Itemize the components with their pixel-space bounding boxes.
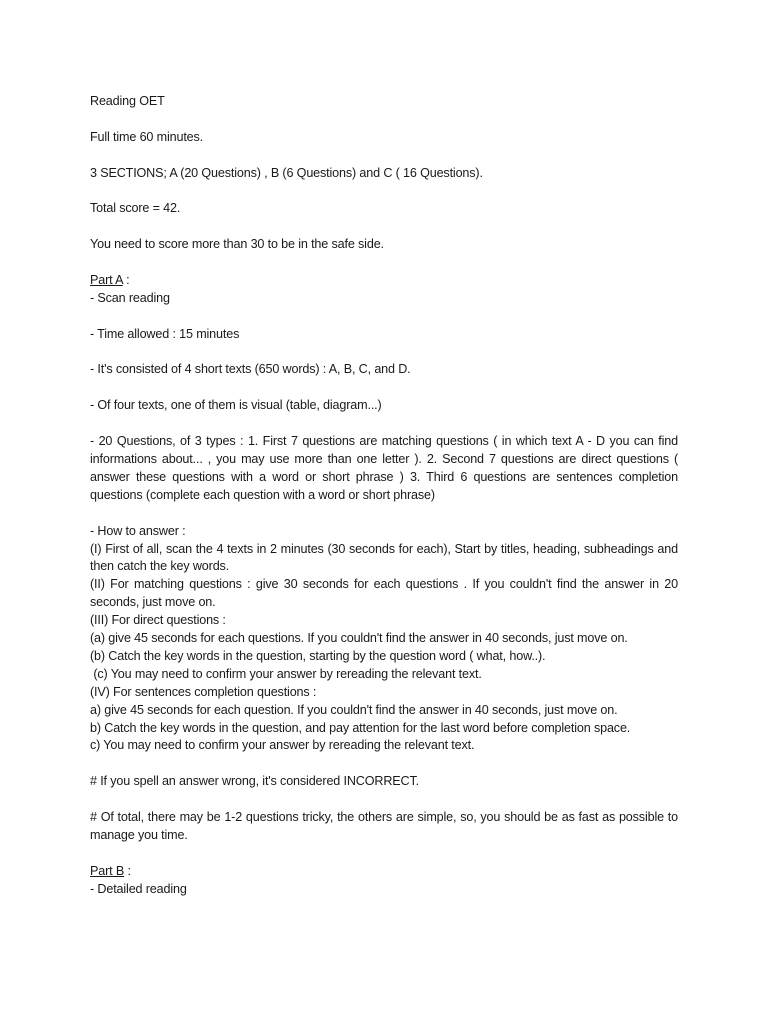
note-tricky: # Of total, there may be 1-2 questions tricky, the others are simple, so, you should be as fast as possible to manage you time.: [90, 810, 678, 842]
total-score-line: Total score = 42.: [90, 201, 181, 216]
document-body: [90, 93, 678, 899]
how-to-answer-heading: - How to answer :: [90, 523, 186, 538]
part-b-detailed: - Detailed reading: [90, 881, 187, 896]
how-line: (II) For matching questions : give 30 seconds for each questions . If you couldn't find the answer in 20 seconds, just move on.: [90, 577, 678, 610]
full-time-line: Full time 60 minutes.: [90, 129, 204, 144]
part-b-heading-text: Part B: [90, 863, 125, 878]
how-line: (IV) For sentences completion questions :: [90, 684, 317, 699]
part-a-texts: - It's consisted of 4 short texts (650 words) : A, B, C, and D.: [90, 362, 411, 377]
how-line: (I) First of all, scan the 4 texts in 2 minutes (30 seconds for each), Start by titles, heading, subheadings and then catch the key words.: [90, 541, 678, 574]
how-line: (a) give 45 seconds for each questions. If you couldn't find the answer in 40 seconds, just move on.: [90, 631, 628, 646]
sections-line: 3 SECTIONS; A (20 Questions) , B (6 Questions) and C ( 16 Questions).: [90, 165, 483, 180]
part-a-heading-suffix: :: [122, 272, 130, 287]
how-line: c) You may need to confirm your answer by rereading the relevant text.: [90, 738, 475, 753]
safe-score-line: You need to score more than 30 to be in the safe side.: [90, 237, 384, 252]
part-b-heading: [90, 863, 678, 881]
part-b-heading-suffix: :: [124, 863, 131, 878]
how-line: b) Catch the key words in the question, and pay attention for the last word before completion space.: [90, 720, 631, 735]
how-line: (b) Catch the key words in the question, starting by the question word ( what, how..).: [90, 648, 546, 663]
how-line: (c) You may need to confirm your answer by rereading the relevant text.: [90, 666, 482, 681]
part-a-questions: - 20 Questions, of 3 types : 1. First 7 questions are matching questions ( in which text A - D you can find informations about... , you may use more than one letter ). 2. Second 7 questions are direct questions ( answer these questions with a word or short phrase ) 3. Third 6 questions are sentences completion questions (complete each question with a word or short phrase): [90, 434, 678, 502]
part-a-visual: - Of four texts, one of them is visual (table, diagram...): [90, 398, 382, 413]
how-line: (III) For direct questions :: [90, 613, 226, 628]
part-a-heading: [90, 272, 678, 290]
part-a-heading-text: Part A: [90, 272, 123, 287]
part-a-time: - Time allowed : 15 minutes: [90, 326, 240, 341]
note-spelling: # If you spell an answer wrong, it's considered INCORRECT.: [90, 774, 419, 789]
how-line: a) give 45 seconds for each question. If you couldn't find the answer in 40 seconds, just move on.: [90, 702, 618, 717]
document-title: Reading OET: [90, 94, 165, 108]
part-a-scan: - Scan reading: [90, 290, 170, 305]
